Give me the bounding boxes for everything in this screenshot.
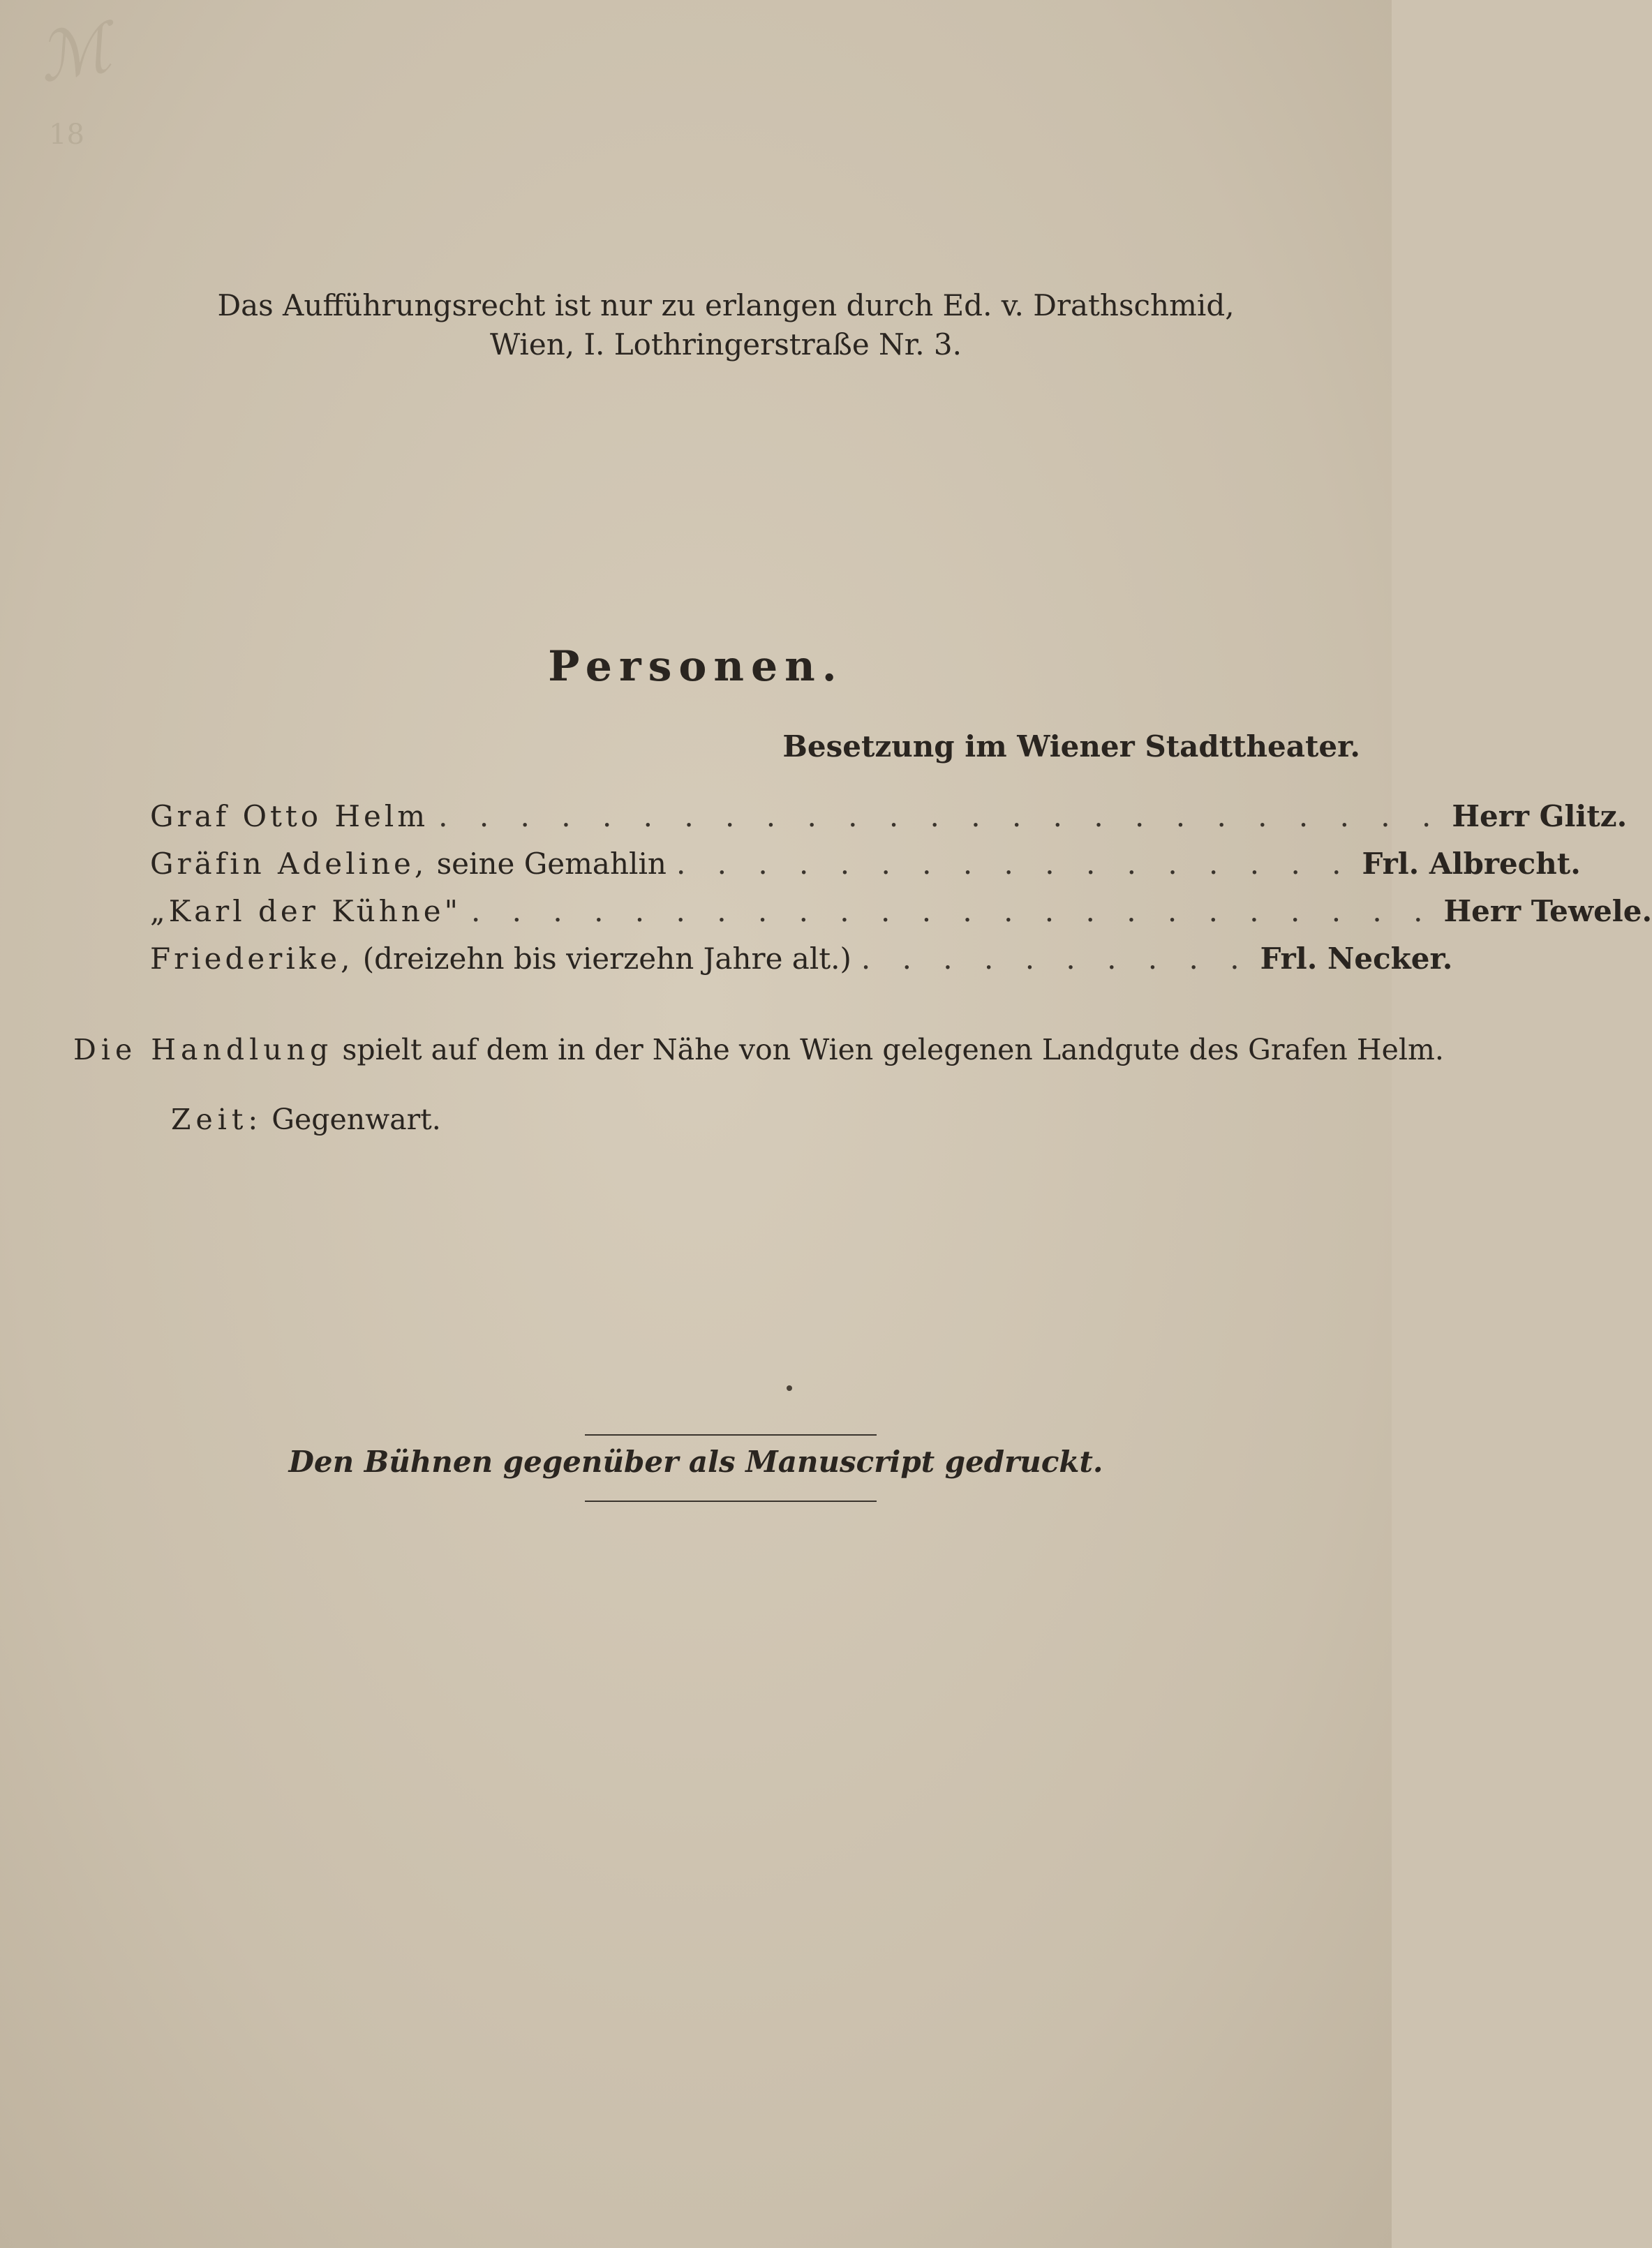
rights-notice-line-1: Das Aufführungsrecht ist nur zu erlangen durch Ed. v. Drathschmid, — [217, 288, 1235, 322]
handwritten-mark: ℳ — [32, 8, 117, 98]
role — [150, 894, 461, 928]
role — [150, 941, 851, 976]
ink-speck — [787, 1385, 792, 1391]
role — [150, 847, 667, 881]
leader-dots: . . . . . . . . . . — [861, 941, 1251, 976]
setting-label: Die Handlung — [73, 1033, 334, 1066]
role-detail: (dreizehn bis vierzehn Jahre alt.) — [353, 941, 851, 976]
rule-top — [585, 1434, 877, 1436]
rights-notice-line-2: Wien, I. Lothringerstraße Nr. 3. — [489, 327, 962, 362]
cast-row — [150, 847, 1581, 894]
rights-notice — [209, 286, 1242, 364]
setting-text: spielt auf dem in der Nähe von Wien gelegenen Landgute des Grafen Helm. — [333, 1033, 1444, 1066]
leader-dots: . . . . . . . . . . . . . . . . . — [676, 847, 1353, 881]
cast-row — [150, 894, 1652, 941]
page-number: 18 — [49, 119, 84, 151]
role — [150, 799, 429, 833]
cast-row — [150, 799, 1628, 847]
cast-list — [150, 799, 1652, 989]
actor-name: Frl. Necker. — [1260, 941, 1453, 976]
actor-name: Herr Glitz. — [1452, 799, 1628, 833]
cast-header: Besetzung im Wiener Stadttheater. — [782, 729, 1360, 764]
time-label: Zeit: — [171, 1103, 263, 1136]
role-detail: seine Gemahlin — [427, 847, 667, 881]
cast-row — [150, 941, 1453, 989]
leader-dots: . . . . . . . . . . . . . . . . . . . . . . . . — [470, 894, 1434, 928]
setting-line — [73, 1033, 1444, 1066]
role-name: Gräfin Adeline, — [150, 847, 428, 881]
actor-name: Herr Tewele. — [1443, 894, 1652, 928]
rule-bottom — [585, 1501, 877, 1502]
time-text: Gegenwart. — [262, 1103, 441, 1136]
leader-dots: . . . . . . . . . . . . . . . . . . . . . . . . . — [438, 799, 1443, 833]
footer-note: Den Bühnen gegenüber als Manuscript gedruckt. — [288, 1445, 1103, 1479]
role-name: Friederike, — [150, 941, 354, 976]
role-name: „Karl der Kühne" — [150, 894, 461, 928]
personen-heading: Personen. — [548, 642, 844, 691]
role-name: Graf Otto Helm — [150, 799, 429, 833]
time-line — [171, 1103, 441, 1136]
actor-name: Frl. Albrecht. — [1362, 847, 1581, 881]
